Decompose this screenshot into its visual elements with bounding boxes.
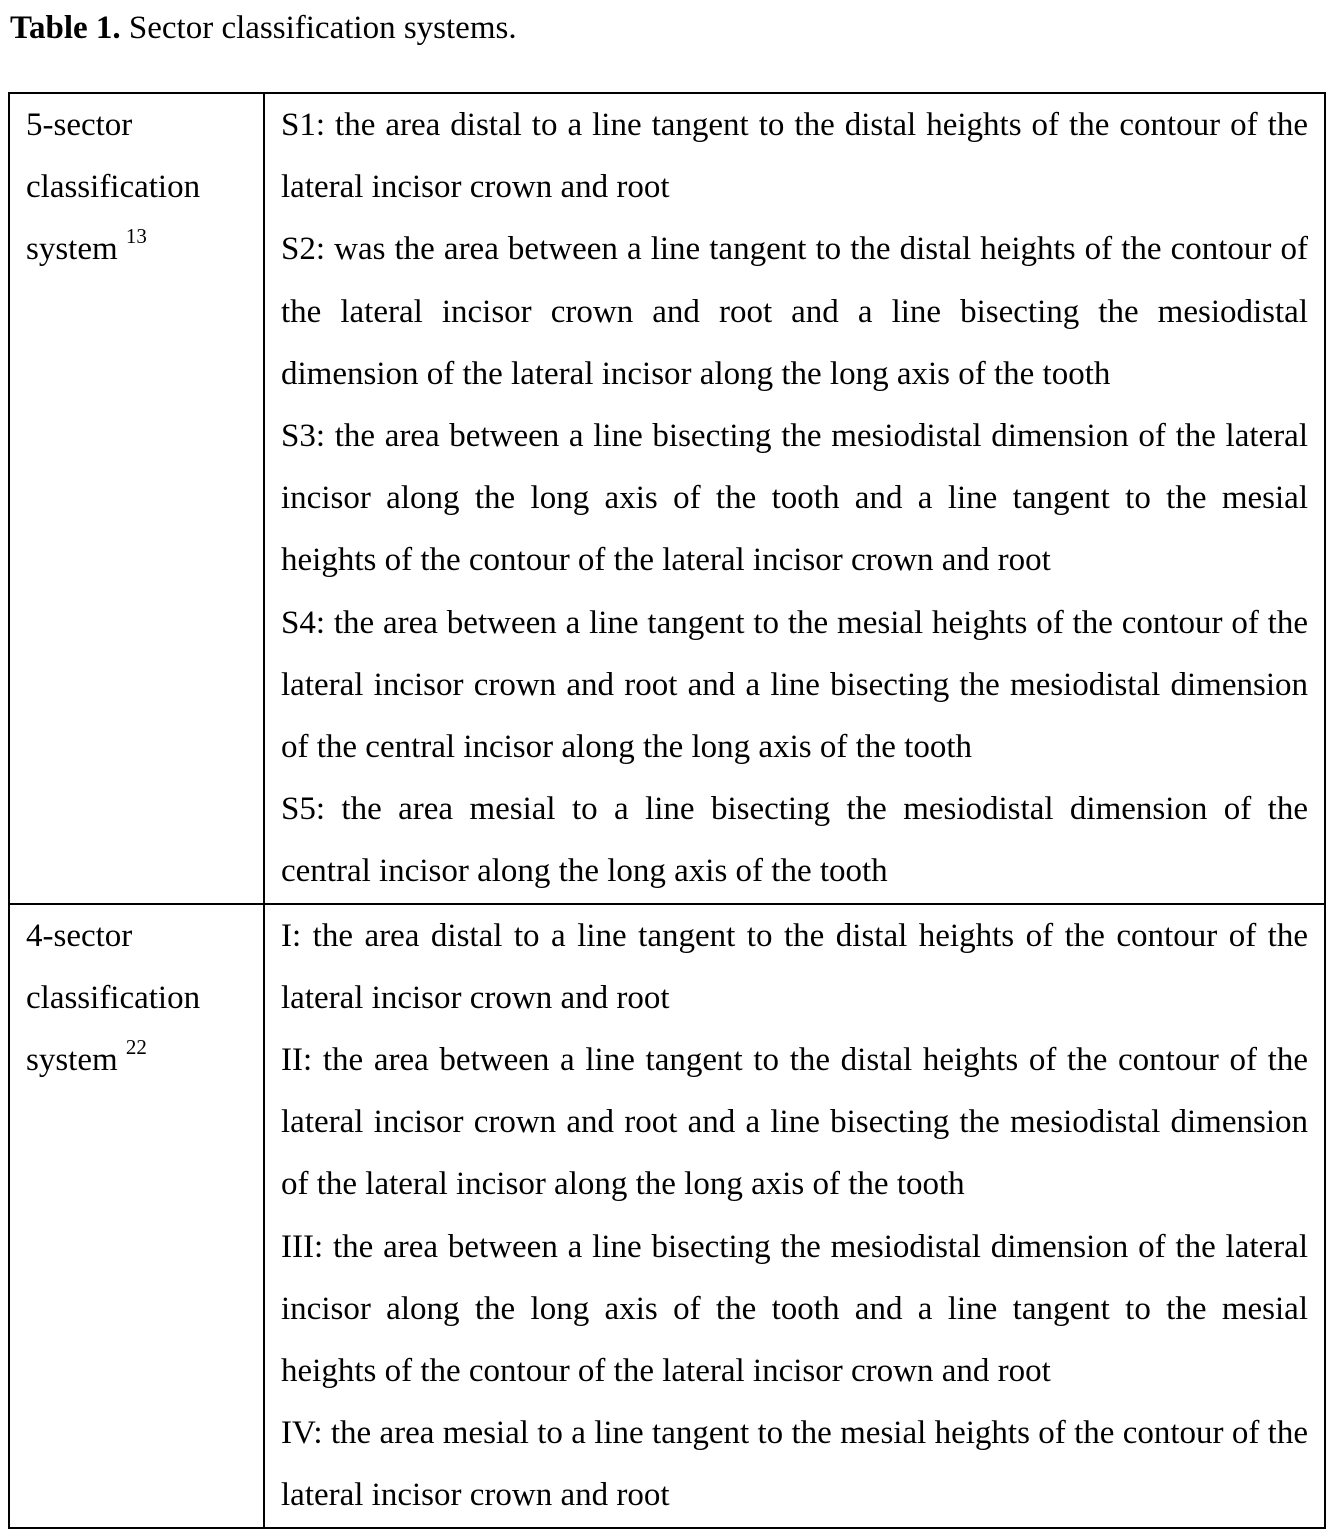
sector-definition: S4: the area between a line tangent to the mesial heights of the contour of the lateral incisor crown and root and a line bisecting the mesiodistal dimension of the central incisor along the long axis of the tooth (281, 604, 1308, 766)
reference-number: 13 (125, 224, 147, 249)
system-name-word: system (26, 1042, 118, 1079)
sector-definition: I: the area distal to a line tangent to the distal heights of the contour of the lateral incisor crown and root (281, 917, 1308, 1016)
sector-classification-table (8, 92, 1326, 1529)
reference-number: 22 (125, 1035, 147, 1060)
system-name-word: system (26, 231, 118, 268)
sector-definition: IV: the area mesial to a line tangent to the mesial heights of the contour of the lateral incisor crown and root (281, 1415, 1308, 1514)
definitions-cell (264, 904, 1325, 1528)
system-name-line: 4-sector (26, 917, 133, 954)
table-caption-text: Sector classification systems. (128, 10, 517, 46)
sector-definition: S2: was the area between a line tangent to the distal heights of the contour of the lateral incisor crown and root and a line bisecting the mesiodistal dimension of the lateral incisor along the long axis of the tooth (281, 231, 1308, 392)
sector-definition: S3: the area between a line bisecting the mesiodistal dimension of the lateral incisor along the long axis of the tooth and a line tangent to the mesial heights of the contour of the lateral incisor crown and root (281, 418, 1308, 579)
system-name-line: 5-sector (26, 107, 133, 143)
definitions-cell (264, 93, 1325, 904)
system-name-line (26, 218, 259, 280)
system-name-line: classification (26, 979, 201, 1016)
sector-definition: S1: the area distal to a line tangent to the distal heights of the contour of the lateral incisor crown and root (281, 107, 1308, 206)
sector-definition: II: the area between a line tangent to the distal heights of the contour of the lateral incisor crown and root and a line bisecting the mesiodistal dimension of the lateral incisor along the long axis of the tooth (281, 1042, 1308, 1203)
system-name-cell (9, 904, 264, 1528)
table-caption-label: Table 1. (10, 10, 121, 46)
sector-definition: S5: the area mesial to a line bisecting the mesiodistal dimension of the central incisor along the long axis of the tooth (281, 791, 1308, 890)
table-row (9, 904, 1325, 1528)
system-name-cell (9, 93, 264, 904)
system-name-line: classification (26, 169, 201, 206)
system-name-line (26, 1029, 259, 1091)
table-caption (10, 6, 517, 50)
sector-definition: III: the area between a line bisecting the mesiodistal dimension of the lateral incisor along the long axis of the tooth and a line tangent to the mesial heights of the contour of the lateral incisor crown and root (281, 1228, 1308, 1390)
table-row (9, 93, 1325, 904)
